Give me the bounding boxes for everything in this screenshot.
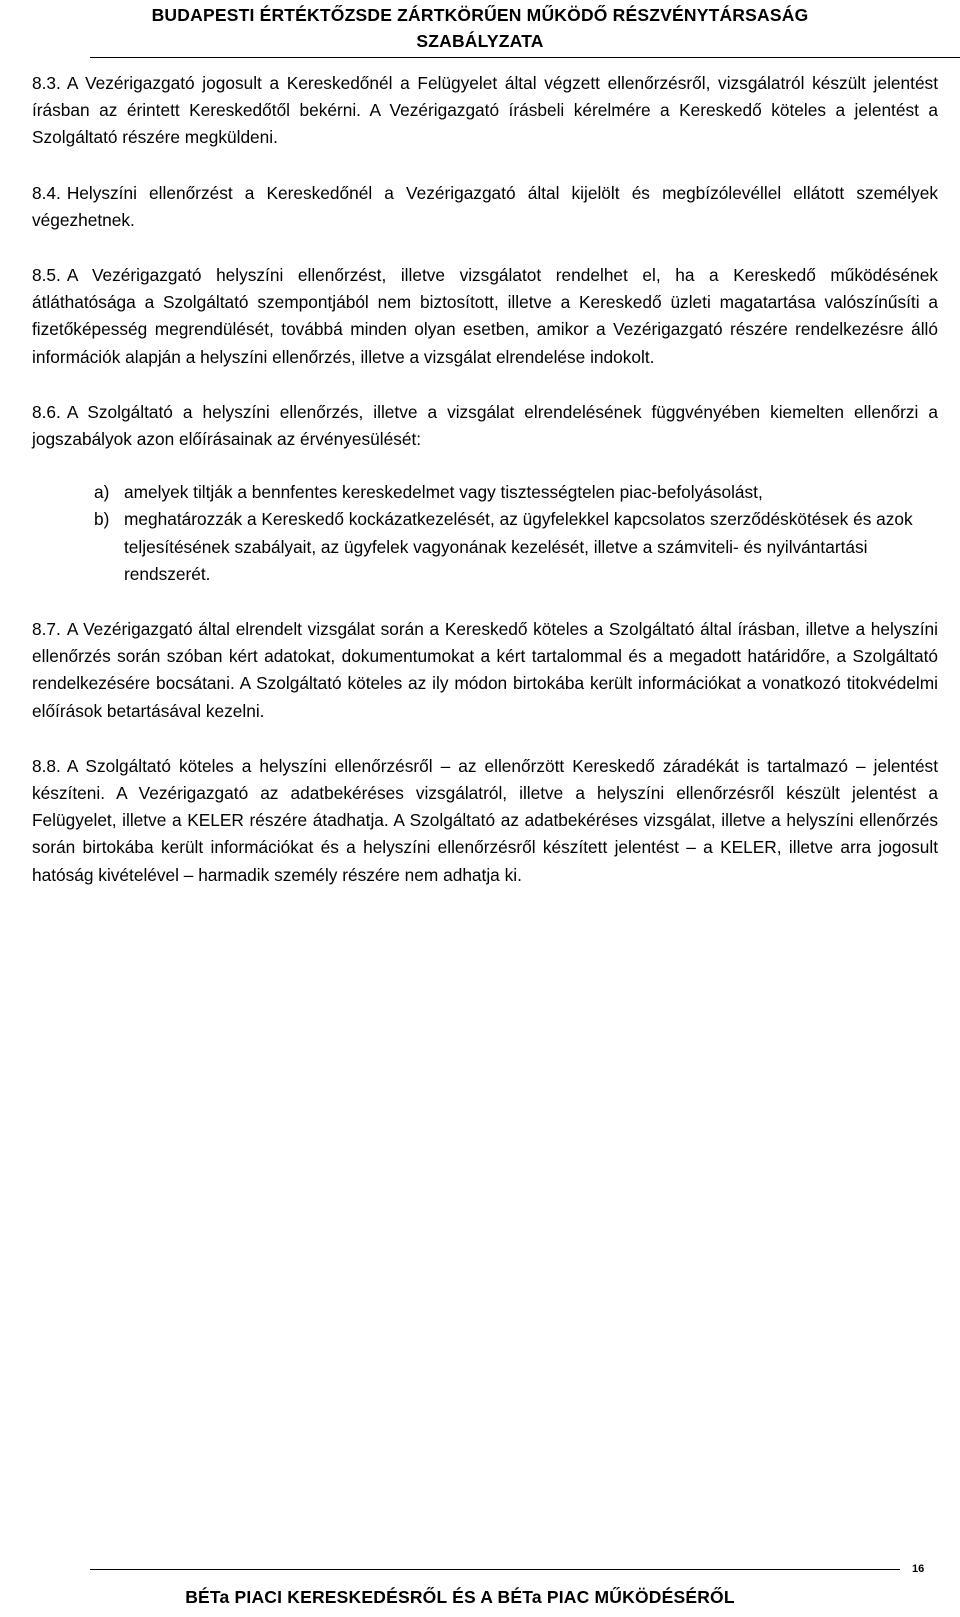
section-text: A Vezérigazgató helyszíni ellenőrzést, illetve vizsgálatot rendelhet el, ha a Kereskedő működésének átláthatósága a Szolgáltató szempontjából nem biztosított, illetve a Kereskedő üzleti magatartása valószínűsíti a fizetőképesség megrendülését, továbbá minden olyan esetben, amikor a Vezérigazgató részére rendelkezésre álló információk alapján a helyszíni ellenőrzés, illetve a vizsgálat elrendelése indokolt. <box>32 265 938 367</box>
header-divider <box>90 57 960 58</box>
list-item-text: amelyek tiltják a bennfentes kereskedelmet vagy tisztességtelen piac-befolyásolást, <box>124 482 763 503</box>
list-item <box>32 506 938 588</box>
section-8-5 <box>32 262 938 371</box>
section-text: A Szolgáltató köteles a helyszíni ellenőrzésről – az ellenőrzött Kereskedő záradékát is tartalmazó – jelentést készíteni. A Vezérigazgató az adatbekéréses vizsgálatról, illetve a helyszíni ellenőrzésről készült jelentést a Felügyelet, illetve a KELER részére átadhatja. A Szolgáltató az adatbekéréses vizsgálat, illetve a helyszíni ellenőrzés során birtokába került információkat és a helyszíni ellenőrzésről készített jelentést – a KELER, illetve arra jogosult hatóság kivételével – harmadik személy részére nem adhatja ki. <box>32 755 938 885</box>
page-number: 16 <box>912 1563 925 1575</box>
footer-title: BÉTa PIACI KERESKEDÉSRŐL ÉS A BÉTa PIAC MŰKÖDÉSÉRŐL <box>185 1587 735 1607</box>
section-text: A Vezérigazgató jogosult a Kereskedőnél a Felügyelet által végzett ellenőrzésről, vizsgálatról készült jelentést írásban az érintett Kereskedőtől bekérni. A Vezérigazgató írásbeli kérelmére a Kereskedő köteles a jelentést a Szolgáltató részére megküldeni. <box>32 73 938 148</box>
list-marker: b) <box>94 509 110 530</box>
section-8-8 <box>32 753 938 889</box>
section-8-6-list <box>32 479 938 588</box>
section-8-7 <box>32 616 938 725</box>
section-text: Helyszíni ellenőrzést a Kereskedőnél a Vezérigazgató által kijelölt és megbízólevéllel ellátott személyek végezhetnek. <box>32 182 938 230</box>
section-text: A Szolgáltató a helyszíni ellenőrzés, illetve a vizsgálat elrendelésének függvényében kiemelten ellenőrzi a jogszabályok azon előírásainak az érvényesülését: <box>32 401 938 450</box>
document-header <box>0 2 960 54</box>
section-8-4 <box>32 180 938 234</box>
section-text: A Vezérigazgató által elrendelt vizsgálat során a Kereskedő köteles a Szolgáltató által írásban, illetve a helyszíni ellenőrzés során szóban kért adatokat, dokumentumokat a kért tartalommal és a megadott határidőre, a Szolgáltató rendelkezésére bocsátani. A Szolgáltató köteles az ily módon birtokába került információkat a vonatkozó titokvédelmi előírások betartásával kezelni. <box>32 619 938 721</box>
section-number: 8.5. <box>32 265 61 286</box>
section-number: 8.8. <box>32 755 61 776</box>
document-body <box>32 70 938 917</box>
header-title-line2: SZABÁLYZATA <box>416 31 544 51</box>
section-8-6 <box>32 399 938 453</box>
section-number: 8.4. <box>32 182 61 203</box>
header-title-line1: BUDAPESTI ÉRTÉKTŐZSDE ZÁRTKÖRŰEN MŰKÖDŐ RÉSZVÉNYTÁRSASÁG <box>151 5 809 25</box>
list-item-text: meghatározzák a Kereskedő kockázatkezelését, az ügyfelekkel kapcsolatos szerződéskötések és azok teljesítésének szabályait, az ügyfelek vagyonának kezelését, illetve a számviteli- és nyilvántartási rendszerét. <box>124 509 913 584</box>
section-number: 8.6. <box>32 401 61 422</box>
list-item <box>32 479 938 506</box>
section-8-3 <box>32 70 938 152</box>
list-marker: a) <box>94 482 110 503</box>
section-number: 8.3. <box>32 73 61 93</box>
footer-divider <box>90 1569 900 1570</box>
section-number: 8.7. <box>32 619 61 640</box>
